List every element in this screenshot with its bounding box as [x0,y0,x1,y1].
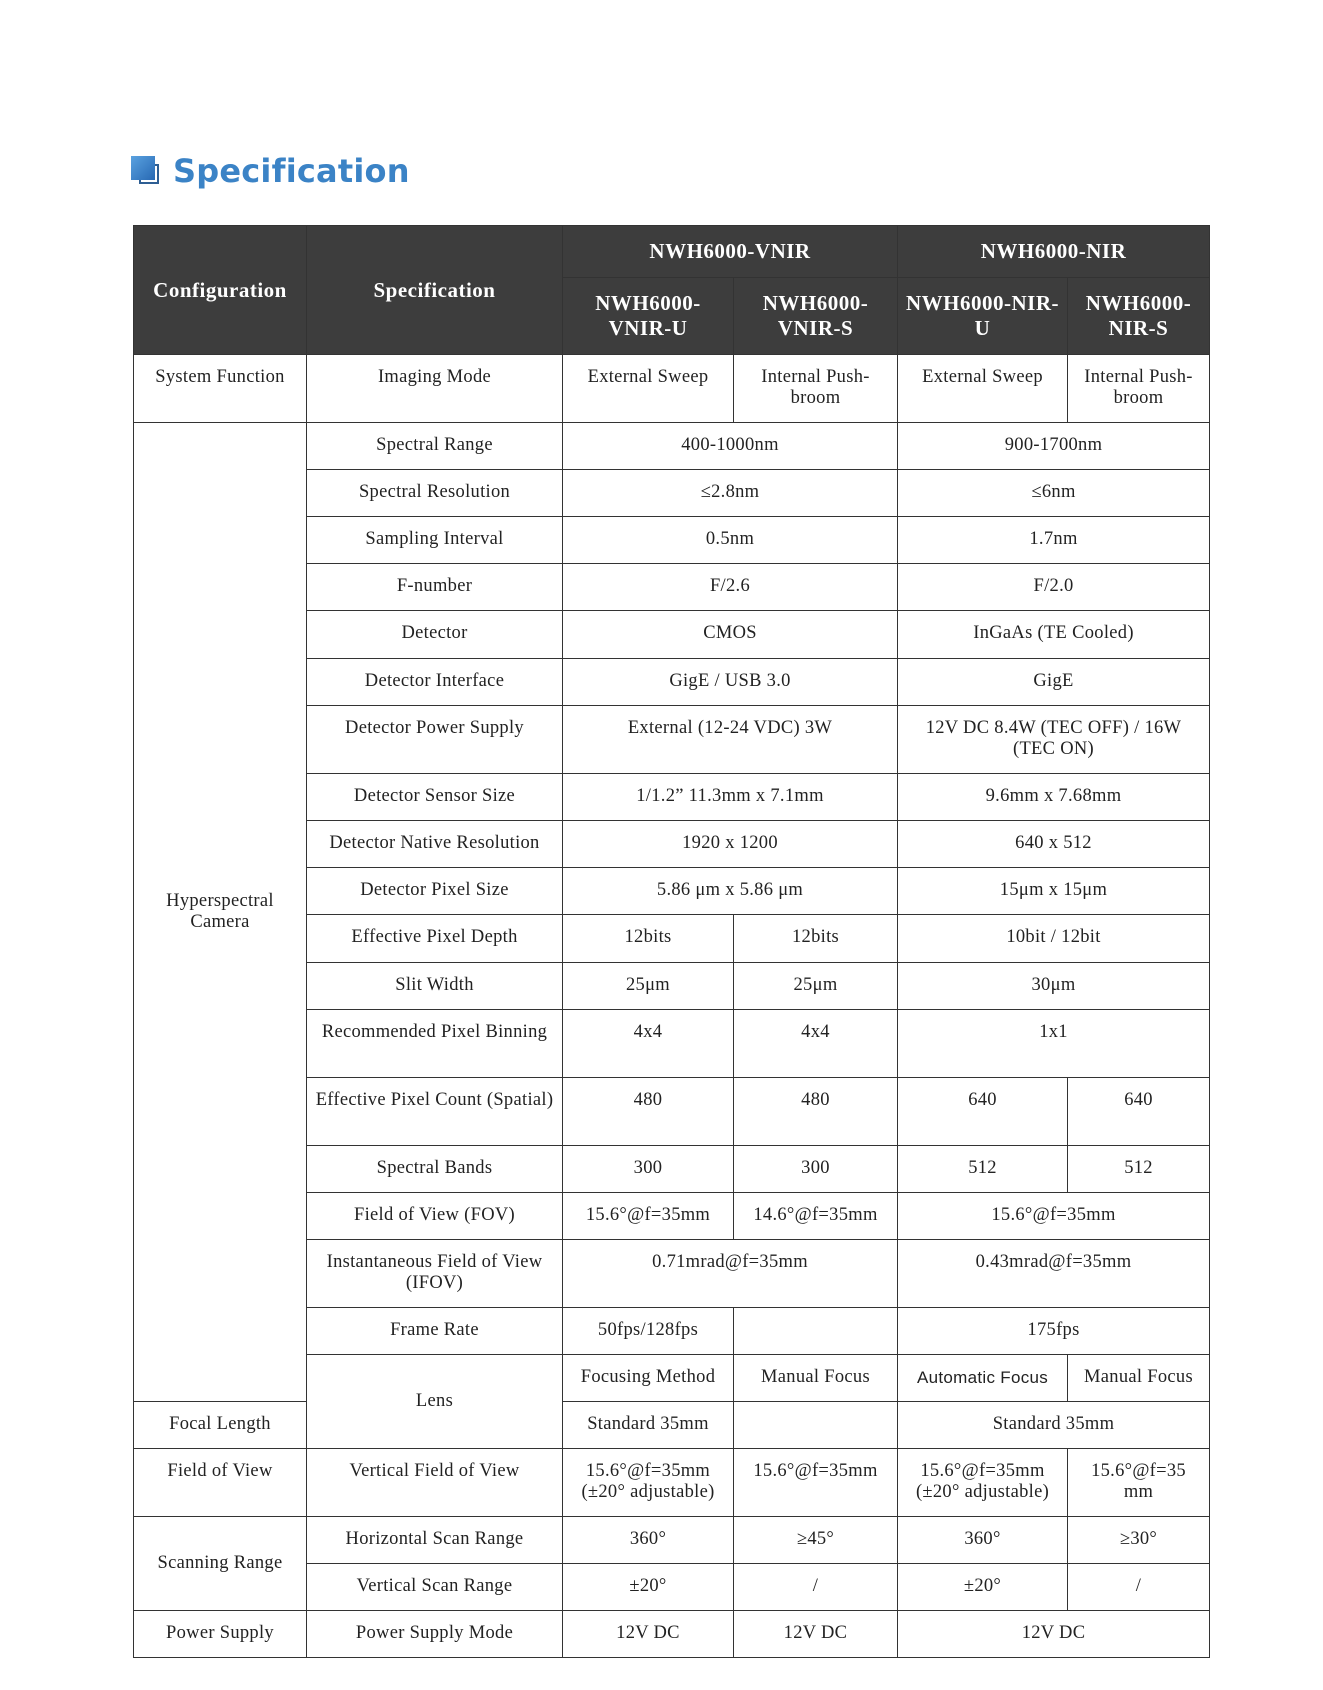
cell-value: 15.6°@f=35mm [734,1449,898,1517]
cell-value: 15.6°@f=35mm [898,1193,1210,1240]
row-label: Vertical Field of View [307,1449,563,1517]
cell-value: 10bit / 12bit [898,915,1210,963]
cell-value: 15.6°@f=35mm (±20° adjustable) [563,1449,734,1517]
cell-value [734,1308,898,1355]
cell-value: 12V DC 8.4W (TEC OFF) / 16W (TEC ON) [898,706,1210,774]
cell-value: 9.6mm x 7.68mm [898,774,1210,821]
cell-value: / [1068,1564,1210,1611]
row-label: F-number [307,564,563,611]
header-configuration: Configuration [134,226,307,355]
cell-value: / [734,1564,898,1611]
cell-value: 300 [734,1146,898,1193]
cell-value: ≥45° [734,1517,898,1564]
group-label: Lens [307,1355,563,1449]
row-label: Detector Power Supply [307,706,563,774]
cell-value: GigE [898,659,1210,706]
cell-value: 4x4 [563,1010,734,1078]
cell-value: 4x4 [734,1010,898,1078]
cell-value: 12bits [563,915,734,963]
cell-value: GigE / USB 3.0 [563,659,898,706]
cell-value: 640 [1068,1078,1210,1146]
group-label: System Function [134,355,307,423]
cell-value: 25μm [563,963,734,1010]
row-label: Effective Pixel Depth [307,915,563,963]
row-label: Effective Pixel Count (Spatial) [307,1078,563,1146]
cell-value: 5.86 μm x 5.86 μm [563,868,898,915]
cell-value: 400-1000nm [563,423,898,470]
cell-value: ≤6nm [898,470,1210,517]
cell-value: Internal Push-broom [734,355,898,423]
row-label: Imaging Mode [307,355,563,423]
row-label: Detector Interface [307,659,563,706]
row-label: Power Supply Mode [307,1611,563,1658]
cell-value: 300 [563,1146,734,1193]
table-row [134,1449,1210,1517]
header-specification: Specification [307,226,563,355]
row-label: Detector Native Resolution [307,821,563,868]
specification-table [133,225,1210,1658]
cell-value: 15.6°@f=35mm [563,1193,734,1240]
cell-value: F/2.0 [898,564,1210,611]
header-model-nir-u: NWH6000-NIR-U [898,278,1068,355]
row-label: Detector Pixel Size [307,868,563,915]
table-row [134,1611,1210,1658]
row-label: Focusing Method [563,1355,734,1402]
row-label: Field of View (FOV) [307,1193,563,1240]
cell-value: F/2.6 [563,564,898,611]
cell-value: 512 [1068,1146,1210,1193]
cell-value: 0.43mrad@f=35mm [898,1240,1210,1308]
cell-value: External Sweep [563,355,734,423]
row-label: Sampling Interval [307,517,563,564]
cell-value: 30μm [898,963,1210,1010]
page-heading [131,146,410,196]
cell-value: Manual Focus [734,1355,898,1402]
cell-value: Internal Push-broom [1068,355,1210,423]
cell-value: 360° [898,1517,1068,1564]
page-title: Specification [173,152,410,190]
cell-value: 25μm [734,963,898,1010]
cell-value: 12V DC [563,1611,734,1658]
cell-value: InGaAs (TE Cooled) [898,611,1210,659]
square-bullet-icon [131,156,161,186]
cell-value: Automatic Focus [898,1355,1068,1402]
cell-value: 14.6°@f=35mm [734,1193,898,1240]
cell-value: 0.5nm [563,517,898,564]
table-row [134,423,1210,470]
table-row [134,355,1210,423]
cell-value: 480 [563,1078,734,1146]
cell-value: 640 x 512 [898,821,1210,868]
cell-value: CMOS [563,611,898,659]
cell-value: ≥30° [1068,1517,1210,1564]
row-label: Recommended Pixel Binning [307,1010,563,1078]
header-model-vnir: NWH6000-VNIR [563,226,898,278]
cell-value: ≤2.8nm [563,470,898,517]
row-label: Horizontal Scan Range [307,1517,563,1564]
row-label: Slit Width [307,963,563,1010]
cell-value: 900-1700nm [898,423,1210,470]
cell-value: 0.71mrad@f=35mm [563,1240,898,1308]
row-label: Focal Length [134,1402,307,1449]
row-label: Spectral Range [307,423,563,470]
group-label: Hyperspectral Camera [134,423,307,1402]
header-model-vnir-s: NWH6000-VNIR-S [734,278,898,355]
cell-value: 175fps [898,1308,1210,1355]
cell-value: 12bits [734,915,898,963]
table-row [134,1517,1210,1564]
row-label: Detector Sensor Size [307,774,563,821]
cell-value: ±20° [898,1564,1068,1611]
header-row [134,226,1210,278]
row-label: Detector [307,611,563,659]
row-label: Vertical Scan Range [307,1564,563,1611]
cell-value: 1920 x 1200 [563,821,898,868]
row-label: Spectral Bands [307,1146,563,1193]
cell-value: 15μm x 15μm [898,868,1210,915]
cell-value: Manual Focus [1068,1355,1210,1402]
cell-value: 15.6°@f=35 mm [1068,1449,1210,1517]
cell-value: External Sweep [898,355,1068,423]
row-label: Instantaneous Field of View (IFOV) [307,1240,563,1308]
header-model-nir: NWH6000-NIR [898,226,1210,278]
cell-value: External (12-24 VDC) 3W [563,706,898,774]
cell-value: 1.7nm [898,517,1210,564]
cell-value: 50fps/128fps [563,1308,734,1355]
row-label: Spectral Resolution [307,470,563,517]
row-label: Frame Rate [307,1308,563,1355]
cell-value: 1/1.2” 11.3mm x 7.1mm [563,774,898,821]
cell-value: ±20° [563,1564,734,1611]
group-label: Power Supply [134,1611,307,1658]
group-label: Scanning Range [134,1517,307,1611]
cell-value: 12V DC [898,1611,1210,1658]
cell-value: 12V DC [734,1611,898,1658]
table-row [134,1402,1210,1449]
cell-value: 360° [563,1517,734,1564]
cell-value: 480 [734,1078,898,1146]
header-model-nir-s: NWH6000-NIR-S [1068,278,1210,355]
group-label: Field of View [134,1449,307,1517]
header-model-vnir-u: NWH6000-VNIR-U [563,278,734,355]
cell-value: 512 [898,1146,1068,1193]
cell-value: 1x1 [898,1010,1210,1078]
cell-value: Standard 35mm [898,1402,1210,1449]
cell-value: 15.6°@f=35mm (±20° adjustable) [898,1449,1068,1517]
cell-value [734,1402,898,1449]
cell-value: Standard 35mm [563,1402,734,1449]
cell-value: 640 [898,1078,1068,1146]
